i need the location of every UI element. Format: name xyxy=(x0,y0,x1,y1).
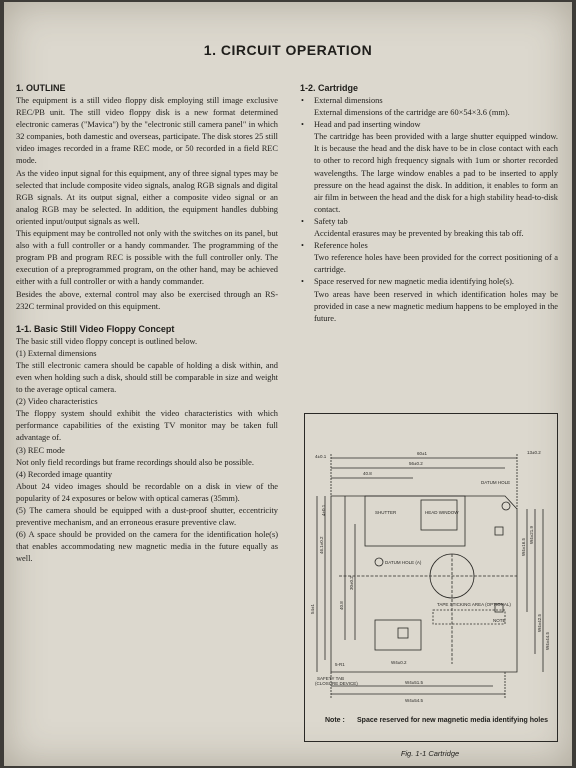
dim-label: 40.8 xyxy=(363,471,372,476)
shutter-label: SHUTTER xyxy=(375,510,397,515)
note-label: NOTE xyxy=(493,618,506,623)
dim-label: 5-R1 xyxy=(335,662,345,667)
concept-line: The basic still video floppy concept is outlined below. xyxy=(16,336,198,346)
list-item-heading: Reference holes xyxy=(314,241,368,251)
left-column xyxy=(16,82,278,565)
bullet-icon: • xyxy=(301,277,304,287)
list-item-text: Two areas have been reserved in which identification holes may be provided in case a new magnetic medium happens to be employed in the future. xyxy=(314,289,558,323)
dim-label: 13±0.2 xyxy=(527,450,541,455)
cartridge-diagram xyxy=(305,414,557,714)
list-item xyxy=(300,119,558,216)
figure-caption: Fig. 1-1 Cartridge xyxy=(400,749,460,758)
concept-heading: 1-1. Basic Still Video Floppy Concept xyxy=(16,323,175,334)
outline-paragraph: Besides the above, external control may also be exercised through an RS-232C terminal provided on this equipment. xyxy=(16,289,278,311)
list-item-heading: External dimensions xyxy=(314,96,383,105)
cartridge-heading: 1-2. Cartridge xyxy=(300,83,359,93)
note-text: Space reserved for new magnetic media identifying holes xyxy=(357,717,549,724)
list-item-heading: Safety tab xyxy=(314,216,348,226)
dim-label: W4±54.5 xyxy=(405,698,423,703)
outline-heading: 1. OUTLINE xyxy=(16,83,66,93)
concept-line: Not only field recordings but frame recordings should also be possible. xyxy=(16,457,254,467)
dim-label: W4±44.5 xyxy=(545,632,550,650)
dim-label: 4±0.1 xyxy=(321,504,326,516)
list-item-text: Accidental erasures may be prevented by breaking this tab off. xyxy=(314,229,524,239)
dim-label: W4±51.5 xyxy=(405,680,423,685)
bullet-icon: • xyxy=(301,241,304,251)
page-title: 1. CIRCUIT OPERATION xyxy=(203,42,373,58)
list-item xyxy=(300,216,558,240)
datum-hole-a-label: DATUM HOLE (A) xyxy=(385,560,422,565)
concept-line: The floppy system should exhibit the video characteristics with which performance capabilities of the existing TV monitor may be taken full advantage of. xyxy=(16,409,278,443)
outline-paragraph: This equipment may be controlled not only with the switches on its panel, but also with a full controller or a handy commander. The programming of the program PB and program REC is possible with the full controller only. The execution of a preprogrammed program, on the other hand, may be achieved either with a full controller or with a handy commander. xyxy=(16,229,278,287)
list-item xyxy=(300,95,558,119)
id-hole-upper xyxy=(495,527,503,535)
note-prefix: Note : xyxy=(325,717,345,724)
concept-line: (1) External dimensions xyxy=(16,348,97,358)
dim-label: W4±16.5 xyxy=(521,538,526,556)
bullet-icon: • xyxy=(301,96,304,105)
dim-label: W4±0.2 xyxy=(391,660,407,665)
dim-label: 30±0.2 xyxy=(349,576,354,590)
concept-line: (2) Video characteristics xyxy=(16,397,98,407)
safety-tab-label: SAFETY TAB xyxy=(317,676,345,681)
head-window-label: HEAD WINDOW xyxy=(425,510,459,515)
cartridge-outline xyxy=(331,496,517,672)
list-item-heading: Head and pad inserting window xyxy=(314,120,421,130)
safety-tab-notch xyxy=(398,628,408,638)
concept-line: (3) REC mode xyxy=(16,445,65,455)
cartridge-list xyxy=(300,95,558,325)
tape-sticking-label: TAPE STICKING AREA (OPTIONAL) xyxy=(437,602,511,607)
dim-label: 60±1 xyxy=(417,451,427,456)
concept-line: About 24 video images should be recordable on a disk in view of the popularity of 24 exposures or below with optical cameras (35mm). xyxy=(16,481,278,503)
dim-label: 56±0.2 xyxy=(409,461,423,466)
outline-paragraph: As the video input signal for this equipment, any of three signal types may be selected that include composite video signals, analog RGB signals and digital RGB signals. At its output signal, either a composite video signal or an analog RGB may be selected. In addition, the equipment handles dubbing oriented input/output signals as well. xyxy=(16,168,278,226)
list-item-text: Two reference holes have been provided for the correct positioning of a cartridge. xyxy=(314,253,558,275)
outline-paragraph: The equipment is a still video floppy disk employing still image exclusive REC/PB unit. The still video floppy disk is a new format determined electronic cameras ("Mavica") by the "electronic still camera panel" in which 32 companies, both damestic and overseas, participate. The disk stores 25 still video images recorded in a frame REC mode, or 50 recorded in a field REC mode. xyxy=(16,96,278,166)
concept-line: (4) Recorded image quantity xyxy=(16,469,113,479)
dim-label: 54±1 xyxy=(310,604,315,614)
bullet-icon: • xyxy=(301,120,304,130)
manual-page xyxy=(4,2,572,766)
cartridge-figure xyxy=(304,413,558,742)
list-item-text: External dimensions of the cartridge are 60×54×3.6 (mm). xyxy=(314,108,510,118)
bullet-icon: • xyxy=(301,216,304,226)
concept-line: The still electronic camera should be capable of holding a disk within, and even when holding such a disk, should still be comparable in size and weight to the average optical camera. xyxy=(16,360,278,395)
datum-hole-label: DATUM HOLE xyxy=(481,480,511,485)
dim-label: 40.8 xyxy=(339,601,344,610)
list-item-text: The cartridge has been provided with a large shutter equipped window. It is because the head and the disk have to be in close contact with each to other to record high frequency signals with 1um or shorter recorded wavelengths. The large window enables a pad to be inserted to apply pressure on the head against the disk. In addition, it enables to form an air film in between the head and the disk for a high stability head-to-disk contact. xyxy=(314,132,558,214)
dim-label: 46.1±0.2 xyxy=(319,536,324,554)
list-item-heading: Space reserved for new magnetic media identifying hole(s). xyxy=(314,277,514,287)
shutter-window xyxy=(365,496,465,546)
list-item xyxy=(300,240,558,276)
dim-label: 4±0.1 xyxy=(315,454,327,459)
closure-device-label: (CLOSURE DEVICE) xyxy=(315,681,358,686)
dim-label: W4±42.5 xyxy=(537,614,542,632)
concept-line: (5) The camera should be equipped with a dust-proof shutter, eccentricity preventive mechanism, and an erroneous erasure preventive claw. xyxy=(16,506,278,528)
right-column xyxy=(300,82,558,325)
datum-hole xyxy=(502,502,510,510)
list-item xyxy=(300,276,558,324)
head-window xyxy=(421,500,457,530)
concept-line: (6) A space should be provided on the camera for the identification hole(s) that enables accommodating new magnetic media in the future equally as well. xyxy=(16,530,278,564)
dim-label: W4±21.9 xyxy=(529,526,534,544)
datum-hole-a xyxy=(375,558,383,566)
